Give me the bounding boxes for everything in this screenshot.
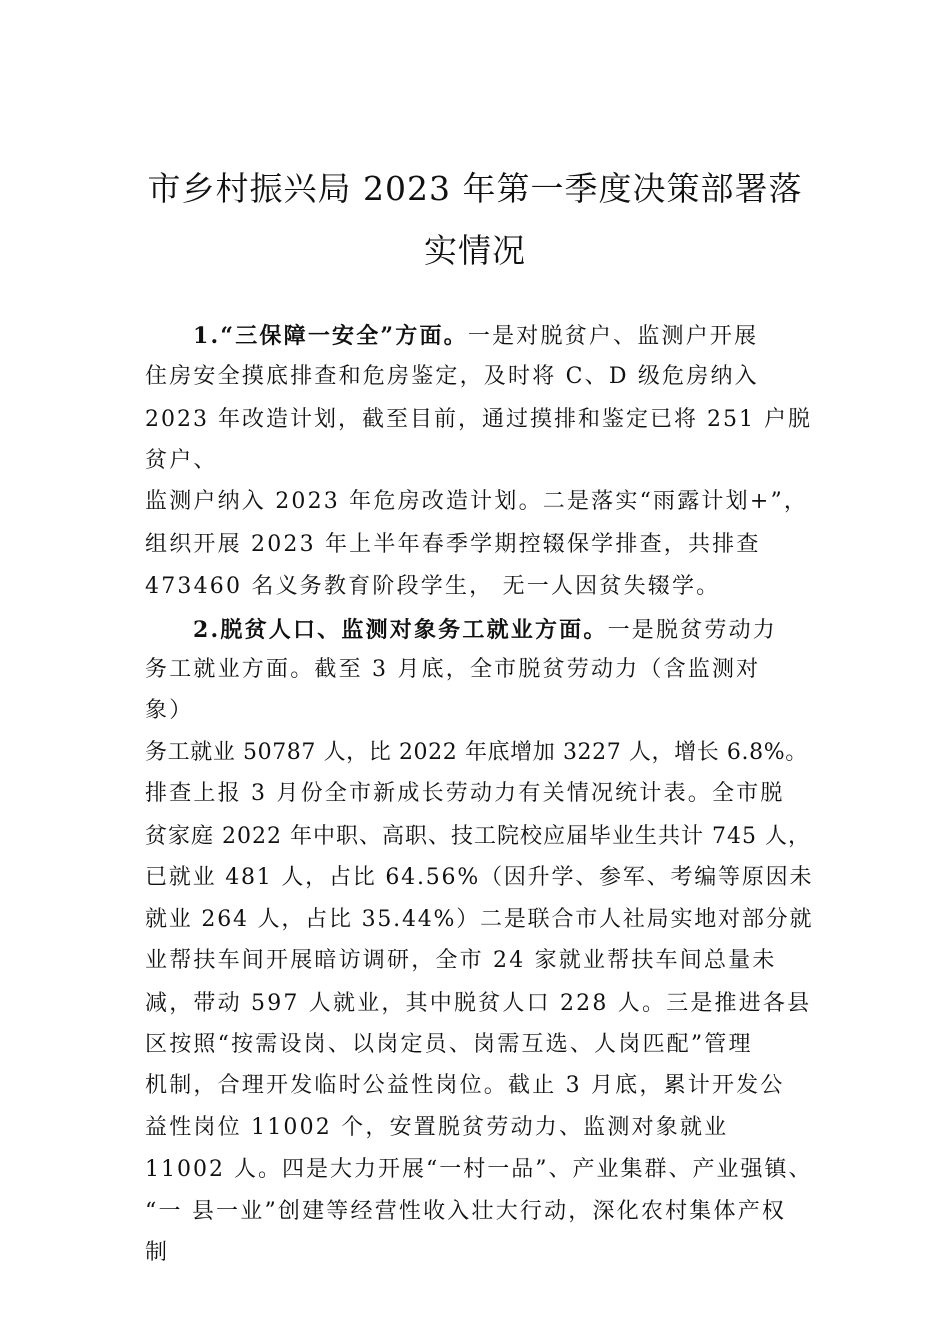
paragraph-line: 已就业 481 人，占比 64.56%（因升学、参军、考编等原因未: [145, 865, 814, 890]
document-title-line-2: 实情况: [424, 231, 526, 270]
paragraph-line: 排查上报 3 月份全市新成长劳动力有关情况统计表。全市脱: [145, 781, 785, 806]
paragraph-line: 务工就业 50787 人，比 2022 年底增加 3227 人，增长 6.8%。: [145, 740, 808, 765]
section-1-heading: 1.“三保障一安全”方面。: [193, 323, 468, 349]
paragraph-line: 11002 人。四是大力开展“一村一品”、产业集群、产业强镇、: [145, 1157, 813, 1182]
paragraph-line: 监测户纳入 2023 年危房改造计划。二是落实“雨露计划+”，: [145, 489, 809, 514]
paragraph-line: 就业 264 人，占比 35.44%）二是联合市人社局实地对部分就: [145, 907, 814, 932]
paragraph-line: 减，带动 597 人就业，其中脱贫人口 228 人。三是推进各县: [145, 991, 812, 1016]
paragraph-line: 制: [145, 1240, 170, 1265]
paragraph-line: 益性岗位 11002 个，安置脱贫劳动力、监测对象就业: [145, 1115, 729, 1140]
paragraph-line: 组织开展 2023 年上半年春季学期控辍保学排查，共排查: [145, 532, 761, 557]
paragraph-line: 贫户、: [145, 448, 218, 473]
paragraph-line: 业帮扶车间开展暗访调研，全市 24 家就业帮扶车间总量未: [145, 948, 777, 973]
paragraph-line: 2023 年改造计划，截至目前，通过摸排和鉴定已将 251 户脱: [145, 407, 812, 432]
paragraph-line: 区按照“按需设岗、以岗定员、岗需互选、人岗匹配”管理: [145, 1032, 753, 1057]
section-2-heading: 2.脱贫人口、监测对象务工就业方面。: [193, 617, 608, 643]
paragraph-line: 务工就业方面。截至 3 月底，全市脱贫劳动力（含监测对: [145, 657, 761, 682]
paragraph-line: 473460 名义务教育阶段学生， 无一人因贫失辍学。: [145, 574, 721, 599]
paragraph-line: 贫家庭 2022 年中职、高职、技工院校应届毕业生共计 745 人，: [145, 824, 811, 849]
paragraph-line: “一 县一业”创建等经营性收入壮大行动，深化农村集体产权: [145, 1199, 787, 1224]
paragraph-line: 象）: [145, 698, 194, 723]
paragraph-line: 一是脱贫劳动力: [607, 618, 777, 643]
paragraph-line: 住房安全摸底排查和危房鉴定，及时将 C、D 级危房纳入: [145, 364, 759, 389]
paragraph-line: 机制，合理开发临时公益性岗位。截止 3 月底，累计开发公: [145, 1073, 785, 1098]
paragraph-line: 一是对脱贫户、监测户开展: [467, 324, 759, 349]
section-1-first-line: [193, 321, 758, 352]
document-title-line-1: 市乡村振兴局 2023 年第一季度决策部署落: [147, 169, 803, 208]
section-2-first-line: [193, 615, 777, 646]
